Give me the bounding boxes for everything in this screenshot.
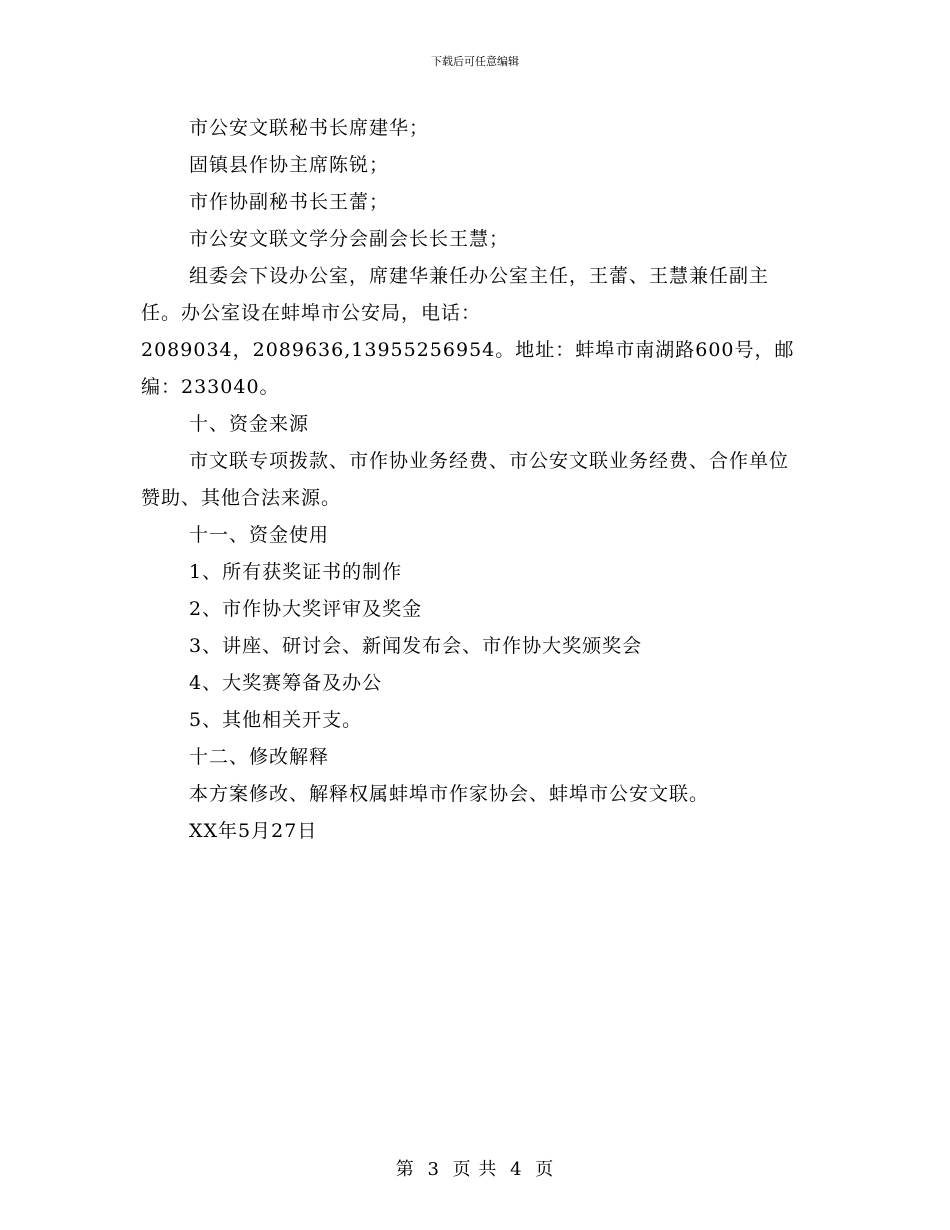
paragraph: 本方案修改、解释权属蚌埠市作家协会、蚌埠市公安文联。 xyxy=(189,783,710,805)
list-item: 1、所有获奖证书的制作 xyxy=(189,561,403,583)
document-body xyxy=(141,110,801,850)
page-middle: 页 共 xyxy=(452,1159,498,1180)
page-suffix: 页 xyxy=(535,1159,555,1180)
paragraph: 市作协副秘书长王蕾； xyxy=(189,191,390,213)
list-item: 2、市作协大奖评审及奖金 xyxy=(189,598,423,620)
paragraph: 固镇县作协主席陈锐； xyxy=(189,154,390,176)
current-page-number: 3 xyxy=(427,1159,440,1180)
paragraph: 市文联专项拨款、市作协业务经费、市公安文联业务经费、合作单位赞助、其他合法来源。 xyxy=(141,450,790,509)
section-heading: 十、资金来源 xyxy=(189,413,310,435)
list-item: 5、其他相关开支。 xyxy=(189,709,363,731)
paragraph: 2089034，2089636,13955256954。地址：蚌埠市南湖路600号，邮编：233040。 xyxy=(141,339,795,398)
section-heading: 十一、资金使用 xyxy=(189,524,330,546)
paragraph: 市公安文联秘书长席建华； xyxy=(189,117,430,139)
list-item: 4、大奖赛筹备及办公 xyxy=(189,672,383,694)
page-number-footer xyxy=(0,1155,950,1181)
total-pages-number: 4 xyxy=(510,1159,523,1180)
paragraph: 组委会下设办公室，席建华兼任办公室主任，王蕾、王慧兼任副主任。办公室设在蚌埠市公安局，电话： xyxy=(141,265,770,324)
page-prefix: 第 xyxy=(395,1159,415,1180)
section-heading: 十二、修改解释 xyxy=(189,746,330,768)
paragraph: 市公安文联文学分会副会长长王慧； xyxy=(189,228,510,250)
date-line: XX年5月27日 xyxy=(189,820,318,842)
page-header-note: 下载后可任意编辑 xyxy=(431,55,519,68)
list-item: 3、讲座、研讨会、新闻发布会、市作协大奖颁奖会 xyxy=(189,635,643,657)
